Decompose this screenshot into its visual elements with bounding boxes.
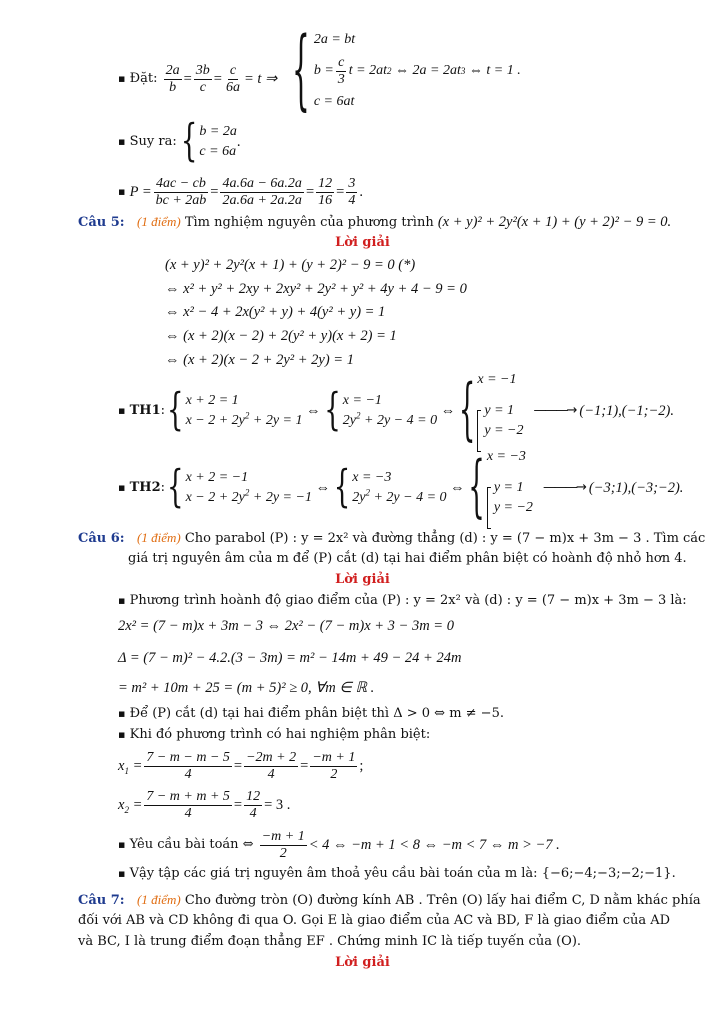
bullet-icon: ▪ (118, 707, 126, 720)
cau6-line7-post: < 4 ⇔ −m + 1 < 8 ⇔ −m < 7 ⇔ m > −7 . (308, 837, 560, 853)
cau6-line2: 2x² = (7 − m)x + 3m − 3 ⇔ 2x² − (7 − m)x + 3 − 3m = 0 (118, 618, 454, 634)
bullet-icon: ▪ (118, 867, 126, 880)
cau5-points: (1 điểm) (137, 214, 181, 229)
dat-system: { 2a = bt b = $\frac{c}{3}$ t = 2at 2 ⇔ 2a = 2at 3 ⇔ t = 1 . c = 6at (292, 18, 521, 121)
bullet-icon: ▪ (118, 728, 126, 741)
cau6-text-1: Cho parabol (P) : y = 2x² và đường thẳng (d) : y = (7 − m)x + 3m − 3 . Tìm các (184, 531, 706, 546)
cau6-text-2: giá trị nguyên âm của m để (P) cắt (d) tại hai điểm phân biệt có hoành độ nhỏ hơn 4. (128, 551, 687, 566)
cau6-label: Câu 6: (78, 531, 125, 546)
cau7-solution-title: Lời giải (335, 955, 390, 970)
arrow-icon: ———→ (542, 480, 585, 495)
x2-formula: $x_2$ = $\frac{7 - m + m + 5}{4}$ = $\frac{12}{4}$ = 3 . (118, 788, 291, 821)
cau7-text-3: và BC, I là trung điểm đoạn thẳng EF . Chứng minh IC là tiếp tuyến của (O). (78, 934, 582, 949)
bullet-icon: ▪ (118, 72, 126, 85)
cau5-step-3: ⇔ x² − 4 + 2x(y² + y) + 4(y² + y) = 1 (165, 304, 386, 320)
bullet-icon: ▪ (118, 185, 126, 198)
bullet-icon: ▪ (118, 135, 126, 148)
cau6-line8-text: Vậy tập các giá trị nguyên âm thoả yêu cầu bài toán của m là: {−6;−4;−3;−2;−1}. (129, 866, 676, 881)
bullet-icon: ▪ (118, 838, 126, 851)
dat-label: Đặt: (129, 71, 158, 86)
cau6-question-line1 (78, 530, 705, 547)
cau6-line6-text: Khi đó phương trình có hai nghiệm phân biệt: (129, 727, 431, 742)
suy-ra-label: Suy ra: (129, 134, 177, 149)
cau7-label: Câu 7: (78, 893, 125, 908)
dat-row: ▪ Đặt: $\frac{2a}{b}$ = $\frac{3b}{c}$ = $\frac{c}{6a}$ = t ⇒ (118, 62, 278, 95)
th2-result: (−3;1),(−3;−2). (588, 480, 684, 496)
cau5-label: Câu 5: (78, 215, 125, 230)
cau5-question (78, 214, 671, 231)
frac-2a-b: $\frac{2a}{b}$ (165, 62, 180, 95)
th2-row: ▪ TH2 : { x + 2 = −1 $x - 2 + 2y^2 + 2y = -1$ ⇔ { x = −3 $2y^2 + 2y - 4 = 0$ ⇔ { x = −3 y = 1 y = −2 ———→ (−3;1),(−3;−2). (118, 449, 684, 527)
cau5-step-4: ⇔ (x + 2)(x − 2) + 2(y² + y)(x + 2) = 1 (165, 328, 397, 344)
cau7-question-line1 (78, 892, 701, 909)
cau6-line8 (118, 866, 676, 882)
cau6-points: (1 điểm) (137, 530, 181, 545)
cau6-line6 (118, 727, 430, 743)
cau5-step-5: ⇔ (x + 2)(x − 2 + 2y² + 2y) = 1 (165, 352, 354, 368)
cau5-equation: (x + y)² + 2y²(x + 1) + (y + 2)² − 9 = 0. (437, 214, 672, 230)
th2-label: TH2 (129, 480, 161, 495)
x1-formula: $x_1$ = $\frac{7 - m - m - 5}{4}$ = $\frac{-2m + 2}{4}$ = $\frac{-m + 1}{2}$ ; (118, 749, 364, 782)
cau6-line3: Δ = (7 − m)² − 4.2.(3 − 3m) = m² − 14m + 49 − 24 + 24m (118, 650, 462, 666)
cau5-text: Tìm nghiệm nguyên của phương trình (184, 215, 434, 230)
bullet-icon: ▪ (118, 404, 126, 417)
cau6-line5 (118, 706, 504, 722)
cau6-line7-pre: Yêu cầu bài toán ⇔ (129, 837, 254, 852)
suy-ra-row: ▪ Suy ra: { b = 2a c = 6a . (118, 116, 241, 168)
cau6-line1 (118, 593, 687, 609)
frac-c-6a: $\frac{c}{6a}$ (225, 62, 240, 95)
th1-row: ▪ TH1 : { x + 2 = 1 $x - 2 + 2y^2 + 2y = 1$ ⇔ { x = −1 $2y^2 + 2y - 4 = 0$ ⇔ { x = −1 y = 1 y = −2 ———→ (−1;1),(−1;−2). (118, 372, 674, 450)
cau6-solution-title: Lời giải (335, 572, 390, 587)
bullet-icon: ▪ (118, 594, 126, 607)
th1-result: (−1;1),(−1;−2). (579, 403, 674, 419)
cau6-line7: ▪ Yêu cầu bài toán ⇔ $\frac{-m + 1}{2}$ < 4 ⇔ −m + 1 < 8 ⇔ −m < 7 ⇔ m > −7 . (118, 828, 560, 861)
cau6-line1-text: Phương trình hoành độ giao điểm của (P) : y = 2x² và (d) : y = (7 − m)x + 3m − 3 là: (129, 593, 687, 608)
cau5-step-1: (x + y)² + 2y²(x + 1) + (y + 2)² − 9 = 0 (*) (165, 257, 416, 273)
cau5-solution-title: Lời giải (335, 235, 390, 250)
cau6-line5-text: Để (P) cắt (d) tại hai điểm phân biệt thì Δ > 0 ⇔ m ≠ −5. (129, 706, 504, 721)
cau5-step-2: ⇔ x² + y² + 2xy + 2xy² + 2y² + y² + 4y + 4 − 9 = 0 (165, 281, 467, 297)
arrow-icon: ———→ (533, 403, 576, 418)
cau7-text-2: đối với AB và CD không đi qua O. Gọi E là giao điểm của AC và BD, F là giao điểm của AD (78, 913, 671, 928)
th1-label: TH1 (129, 403, 161, 418)
cau6-line4: = m² + 10m + 25 = (m + 5)² ≥ 0, ∀m ∈ ℝ . (118, 680, 375, 696)
p-row: ▪ P = $\frac{4ac - cb}{bc + 2ab}$ = $\frac{4a.6a - 6a.2a}{2a.6a + 2a.2a}$ = $\frac{12}{16}$ = $\frac{3}{4}$ . (118, 175, 363, 208)
bullet-icon: ▪ (118, 481, 126, 494)
frac-3b-c: $\frac{3b}{c}$ (195, 62, 210, 95)
cau7-text-1: Cho đường tròn (O) đường kính AB . Trên (O) lấy hai điểm C, D nằm khác phía (184, 893, 701, 908)
cau7-points: (1 điểm) (137, 892, 181, 907)
